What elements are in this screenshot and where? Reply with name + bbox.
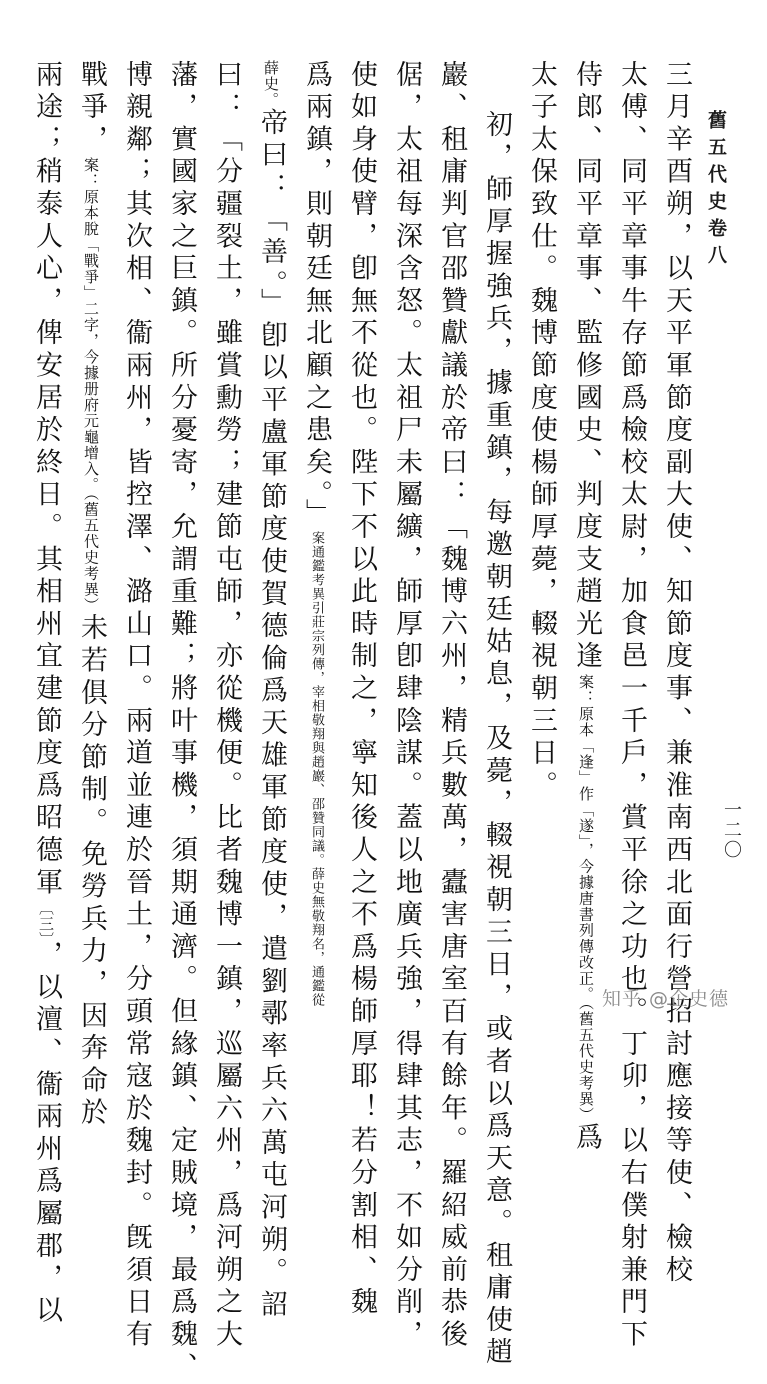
text-column-11	[211, 60, 242, 1352]
text-column-6	[436, 60, 467, 1352]
text-column-4	[528, 60, 555, 990]
running-head: 舊五代史卷八	[705, 110, 727, 272]
column-text: 兩途；稍泰人心，俾安居於終日。其相州宜建節度爲昭德軍	[31, 60, 62, 900]
column-text: 三月辛酉朔，以天平軍節度副大使、知節度事、兼淮南西北面行營招討應接等使、檢校	[661, 60, 692, 1288]
column-text: 戰爭，	[76, 60, 107, 157]
text-column-14	[76, 60, 107, 1131]
text-column-1	[661, 60, 692, 1288]
column-text: 太傅、同平章事牛存節爲檢校太尉，加食邑一千戶，賞平徐之功也。丁卯，以右僕射兼門下	[616, 60, 647, 1352]
column-text: 倨，太祖每深含怒。太祖尸未屬纊，師厚卽肆陰謀。蓋以地廣兵強，得肆其志，不如分削，	[391, 60, 422, 1352]
column-text: ，以澶、衞兩州爲屬郡，以	[31, 940, 62, 1328]
inline-note: 案：原本脫「戰爭」二字，今據册府元龜增入。（舊五代史考異）	[82, 156, 100, 614]
inline-note: 薛史。	[262, 60, 280, 108]
column-text: 使如身使臂，卽無不從也。陛下不以此時制之，寧知後人之不爲楊師厚耶！若分割相、魏	[346, 60, 377, 1320]
column-text: 侍郎、同平章事、監修國史、判度支趙光逢	[571, 60, 602, 674]
text-column-9	[301, 60, 332, 1007]
column-text: 未若俱分節制。免勞兵力，因奔命於	[76, 613, 107, 1131]
text-column-8	[346, 60, 377, 1320]
column-text: 初，師厚握強兵，據重鎮，每邀朝廷姑息，及薨，輟視朝三日，或者以爲天意。租庸使趙	[481, 110, 512, 1370]
double-line-note: 案通鑑考異引莊宗列傳，宰相敬翔與趙巖、邵贊同議。薛史無敬翔名，通鑑從	[309, 531, 324, 1007]
inline-note: 〔三〕	[37, 899, 55, 941]
column-text: 爲兩鎮，則朝廷無北顧之患矣。」	[301, 60, 332, 531]
column-text: 曰：「分疆裂土，雖賞勳勞；建節屯師，亦從機便。比者魏博一鎮，巡屬六州，爲河朔之大	[211, 60, 242, 1352]
column-text: 博親鄰；其次相、衞兩州，皆控澤、潞山口。兩道並連於晉土，分頭常寇於魏封。旣須日有	[121, 60, 152, 1352]
column-text: 爲	[571, 1122, 602, 1156]
column-text: 巖、租庸判官邵贊獻議於帝曰：「魏博六州，精兵數萬，蠹害唐室百有餘年。羅紹威前恭後	[436, 60, 467, 1352]
text-column-5	[481, 110, 512, 1370]
text-column-3	[571, 60, 602, 1156]
text-column-2	[616, 60, 647, 1352]
text-column-7	[391, 60, 422, 1352]
text-column-12	[166, 60, 197, 1384]
text-column-10	[256, 60, 287, 1322]
text-column-15	[31, 60, 62, 1328]
page-number: 一二〇	[721, 800, 742, 860]
column-text: 太子太保致仕。魏博節度使楊師厚薨，輟視朝三日。	[526, 60, 557, 803]
column-text: 帝曰：「善。」卽以平盧軍節度使賀德倫爲天雄軍節度使，遣劉鄩率兵六萬屯河朔。詔	[256, 108, 287, 1322]
column-text: 藩，實國家之巨鎮。所分憂寄，允謂重難；將叶事機，須期通濟。但緣鎮、定賊境，最爲魏、	[166, 60, 197, 1384]
watermark: 知乎 @企史德	[602, 988, 730, 1010]
text-column-13	[121, 60, 152, 1352]
inline-note: 案：原本「逢」作「遂」，今據唐書列傳改正。（舊五代史考異）	[577, 673, 595, 1123]
